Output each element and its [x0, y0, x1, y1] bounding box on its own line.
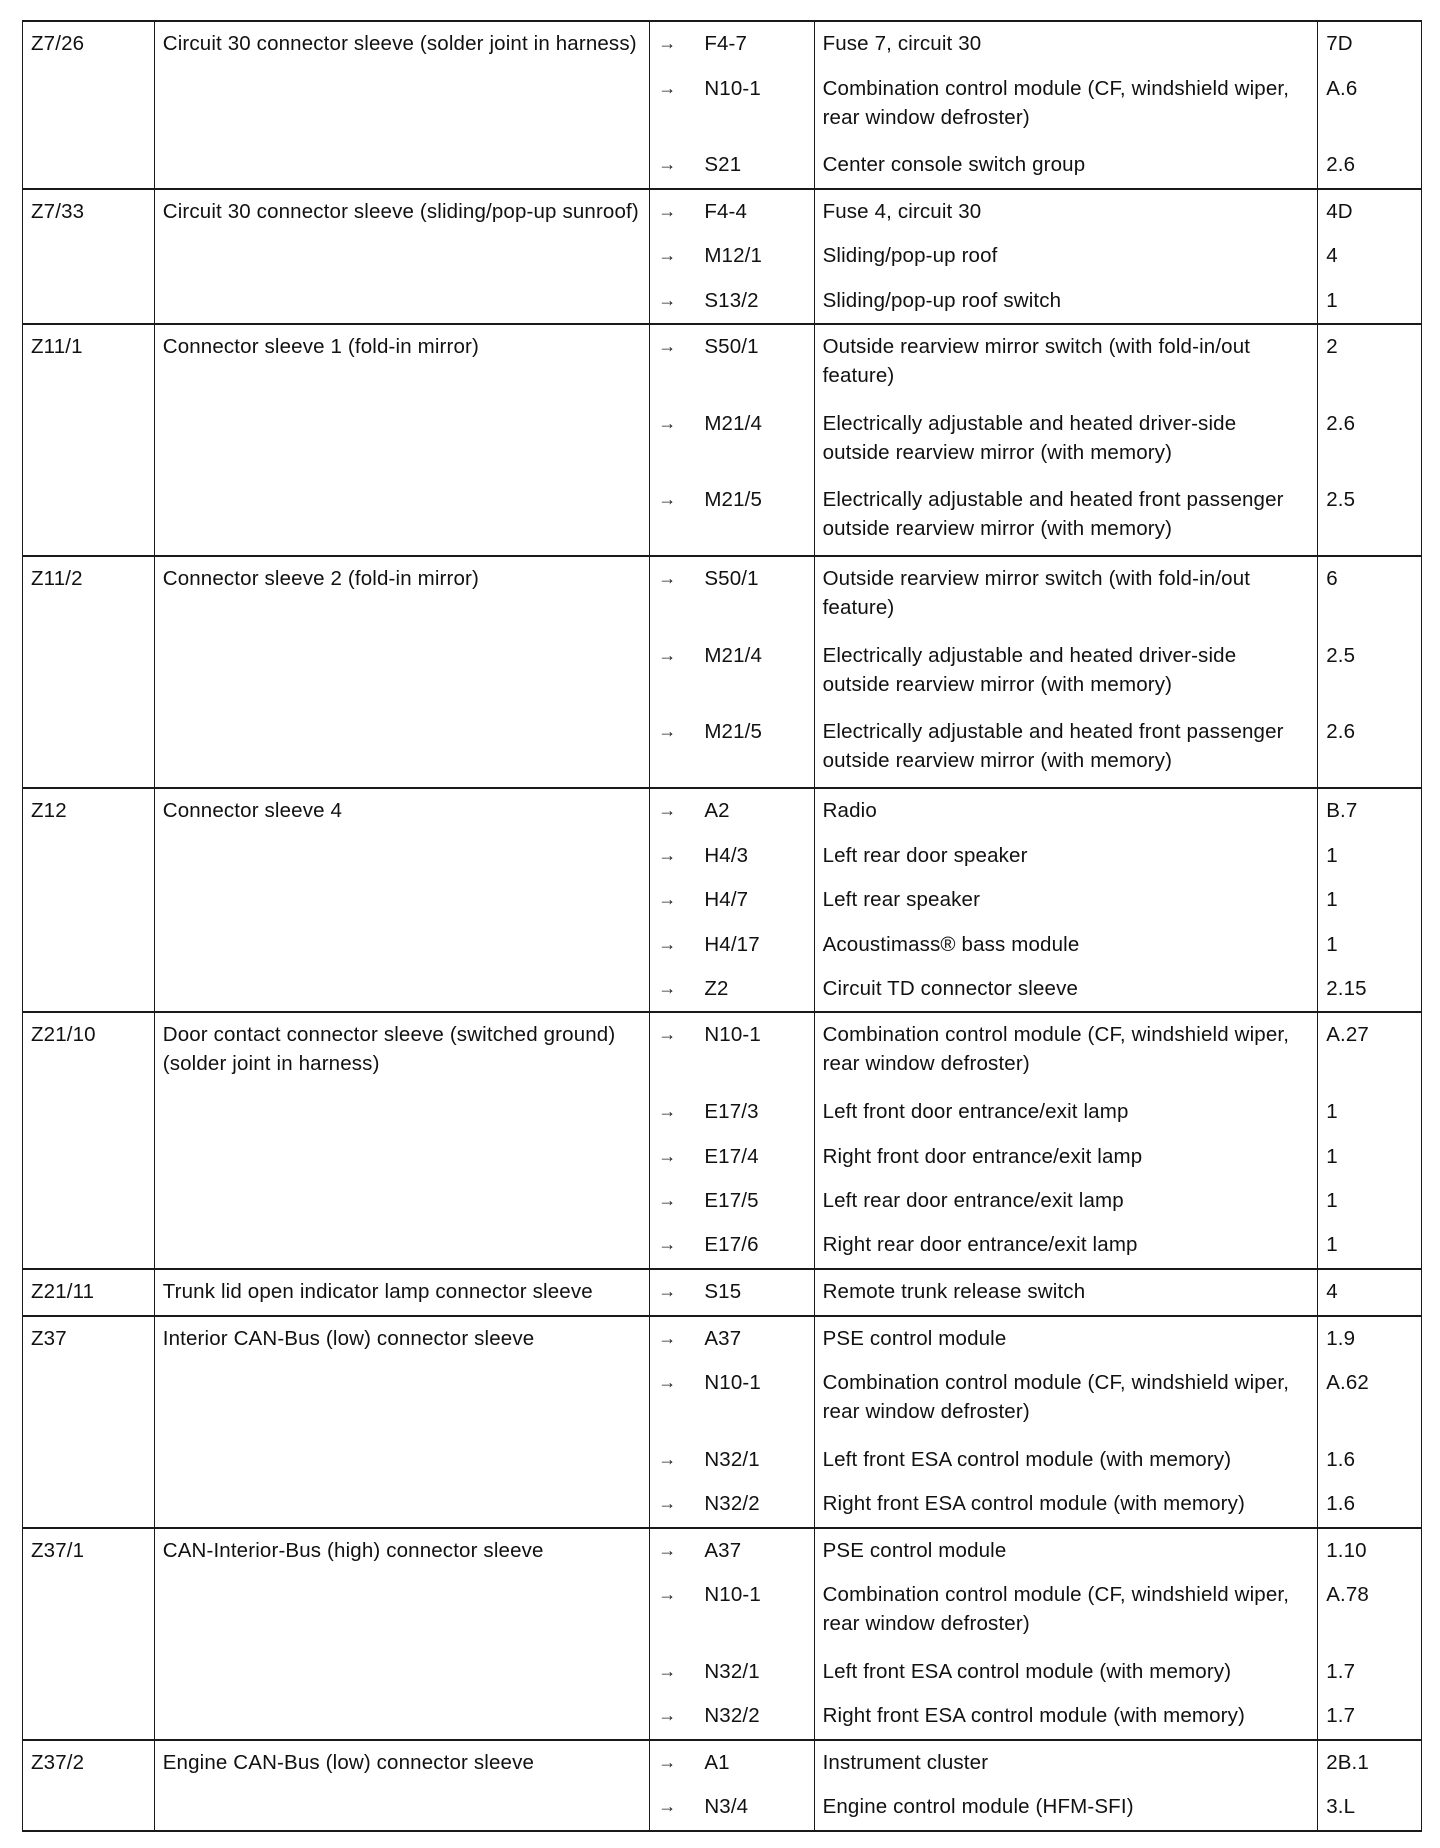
grid-location: 2.5	[1318, 478, 1422, 556]
arrow-icon: →	[650, 788, 697, 834]
arrow-icon: →	[650, 234, 697, 278]
arrow-icon: →	[650, 1528, 697, 1574]
connector-code-cell	[23, 1316, 155, 1528]
grid-location: A.62	[1318, 1361, 1422, 1438]
arrow-icon: →	[650, 1650, 697, 1694]
component-name: Right front ESA control module (with memory)	[814, 1482, 1318, 1528]
connector-code: Z37/1	[31, 1538, 85, 1562]
arrow-icon: →	[650, 402, 697, 479]
grid-location: 1	[1318, 1090, 1422, 1134]
table-row	[23, 1316, 1422, 1362]
arrow-icon: →	[650, 710, 697, 788]
connector-sleeve-table	[22, 20, 1422, 1832]
connector-description-cell	[154, 788, 649, 1012]
component-name: Left rear door entrance/exit lamp	[814, 1179, 1318, 1223]
arrow-icon: →	[650, 1316, 697, 1362]
arrow-icon: →	[650, 834, 697, 878]
arrow-icon: →	[650, 1740, 697, 1786]
connector-description-cell	[154, 1528, 649, 1740]
arrow-icon: →	[650, 1269, 697, 1316]
component-name: Left rear door speaker	[814, 834, 1318, 878]
arrow-icon: →	[650, 1012, 697, 1090]
component-name: Electrically adjustable and heated front passenger outside rearview mirror (with memory)	[814, 478, 1318, 556]
component-name: Left front door entrance/exit lamp	[814, 1090, 1318, 1134]
component-name: Fuse 7, circuit 30	[814, 21, 1318, 67]
connector-description: Circuit 30 connector sleeve (solder joint in harness)	[162, 32, 637, 55]
grid-location: A.78	[1318, 1573, 1422, 1650]
connector-description-cell	[154, 189, 649, 324]
grid-location: 2.6	[1318, 143, 1422, 189]
component-ref: E17/3	[696, 1090, 814, 1134]
connector-code: Z21/11	[31, 1279, 95, 1303]
component-ref: N10-1	[696, 67, 814, 144]
grid-location: 6	[1318, 556, 1422, 634]
grid-location: 3.L	[1318, 1785, 1422, 1831]
table-row	[23, 21, 1422, 67]
component-name: Electrically adjustable and heated driver-side outside rearview mirror (with memory)	[814, 402, 1318, 479]
component-name: Circuit TD connector sleeve	[814, 967, 1318, 1013]
connector-description: Door contact connector sleeve (switched ground) (solder joint in harness)	[162, 1023, 616, 1076]
connector-description: Engine CAN-Bus (low) connector sleeve	[162, 1750, 535, 1774]
component-name: Combination control module (CF, windshield wiper, rear window defroster)	[814, 1012, 1318, 1090]
arrow-icon: →	[650, 143, 697, 189]
connector-description: CAN-Interior-Bus (high) connector sleeve	[162, 1538, 544, 1562]
component-name: Left front ESA control module (with memory)	[814, 1438, 1318, 1482]
connector-description: Trunk lid open indicator lamp connector sleeve	[162, 1279, 593, 1303]
table-row	[23, 324, 1422, 402]
arrow-icon: →	[650, 324, 697, 402]
component-ref: A37	[696, 1316, 814, 1362]
connector-description: Interior CAN-Bus (low) connector sleeve	[162, 1326, 535, 1350]
connector-code-cell	[23, 324, 155, 556]
connector-code-cell	[23, 1740, 155, 1831]
grid-location: 4	[1318, 1269, 1422, 1316]
arrow-icon: →	[650, 67, 697, 144]
arrow-icon: →	[650, 634, 697, 711]
arrow-icon: →	[650, 1573, 697, 1650]
component-ref: S13/2	[696, 279, 814, 325]
grid-location: 1	[1318, 1179, 1422, 1223]
component-ref: A2	[696, 788, 814, 834]
grid-location: 1.6	[1318, 1482, 1422, 1528]
component-ref: M21/5	[696, 710, 814, 788]
arrow-icon: →	[650, 1482, 697, 1528]
component-ref: A37	[696, 1528, 814, 1574]
grid-location: 1	[1318, 923, 1422, 967]
connector-code-cell	[23, 21, 155, 189]
component-name: Electrically adjustable and heated driver-side outside rearview mirror (with memory)	[814, 634, 1318, 711]
connector-description-cell	[154, 21, 649, 189]
component-ref: M21/4	[696, 634, 814, 711]
arrow-icon: →	[650, 21, 697, 67]
component-name: Instrument cluster	[814, 1740, 1318, 1786]
table-row	[23, 1528, 1422, 1574]
connector-code: Z12	[31, 799, 67, 823]
component-ref: N10-1	[696, 1361, 814, 1438]
arrow-icon: →	[650, 967, 697, 1013]
component-name: Electrically adjustable and heated front passenger outside rearview mirror (with memory)	[814, 710, 1318, 788]
table-body	[23, 21, 1422, 1831]
arrow-icon: →	[650, 923, 697, 967]
arrow-icon: →	[650, 1694, 697, 1740]
connector-description-cell	[154, 1316, 649, 1528]
connector-sleeve-table-container	[22, 20, 1422, 1832]
arrow-icon: →	[650, 1135, 697, 1179]
connector-description: Connector sleeve 2 (fold-in mirror)	[162, 567, 480, 591]
arrow-icon: →	[650, 189, 697, 235]
component-ref: N32/1	[696, 1438, 814, 1482]
grid-location: 1	[1318, 279, 1422, 325]
connector-code-cell	[23, 788, 155, 1012]
table-row	[23, 788, 1422, 834]
grid-location: 1.10	[1318, 1528, 1422, 1574]
connector-code-cell	[23, 189, 155, 324]
connector-description-cell	[154, 1012, 649, 1268]
component-name: Left front ESA control module (with memory)	[814, 1650, 1318, 1694]
component-ref: F4-7	[696, 21, 814, 67]
grid-location: 2.6	[1318, 402, 1422, 479]
component-name: Right front ESA control module (with memory)	[814, 1694, 1318, 1740]
component-name: Radio	[814, 788, 1318, 834]
connector-code: Z21/10	[31, 1023, 96, 1047]
grid-location: 4	[1318, 234, 1422, 278]
component-ref: H4/7	[696, 878, 814, 922]
component-ref: H4/3	[696, 834, 814, 878]
connector-code-cell	[23, 1012, 155, 1268]
connector-code: Z37/2	[31, 1750, 85, 1774]
table-row	[23, 1012, 1422, 1090]
component-name: Combination control module (CF, windshield wiper, rear window defroster)	[814, 67, 1318, 144]
component-ref: E17/6	[696, 1223, 814, 1269]
component-name: Combination control module (CF, windshield wiper, rear window defroster)	[814, 1573, 1318, 1650]
grid-location: 2B.1	[1318, 1740, 1422, 1786]
component-ref: S50/1	[696, 324, 814, 402]
component-ref: M21/4	[696, 402, 814, 479]
table-row	[23, 189, 1422, 235]
arrow-icon: →	[650, 1090, 697, 1134]
arrow-icon: →	[650, 556, 697, 634]
component-name: Acoustimass® bass module	[814, 923, 1318, 967]
grid-location: 1	[1318, 1135, 1422, 1179]
grid-location: 1	[1318, 1223, 1422, 1269]
component-name: PSE control module	[814, 1528, 1318, 1574]
arrow-icon: →	[650, 878, 697, 922]
grid-location: 1	[1318, 878, 1422, 922]
component-name: Center console switch group	[814, 143, 1318, 189]
table-row	[23, 1740, 1422, 1786]
component-name: PSE control module	[814, 1316, 1318, 1362]
component-ref: N10-1	[696, 1573, 814, 1650]
component-name: Outside rearview mirror switch (with fold-in/out feature)	[814, 324, 1318, 402]
grid-location: 4D	[1318, 189, 1422, 235]
arrow-icon: →	[650, 1223, 697, 1269]
component-ref: S50/1	[696, 556, 814, 634]
connector-code: Z11/2	[31, 567, 83, 591]
grid-location: 7D	[1318, 21, 1422, 67]
connector-code-cell	[23, 1269, 155, 1316]
component-name: Right rear door entrance/exit lamp	[814, 1223, 1318, 1269]
component-ref: F4-4	[696, 189, 814, 235]
component-ref: S15	[696, 1269, 814, 1316]
connector-description: Circuit 30 connector sleeve (sliding/pop-up sunroof)	[162, 199, 639, 223]
grid-location: 1	[1318, 834, 1422, 878]
connector-code: Z11/1	[31, 335, 83, 359]
grid-location: 1.7	[1318, 1650, 1422, 1694]
grid-location: 2.15	[1318, 967, 1422, 1013]
connector-description-cell	[154, 324, 649, 556]
component-ref: E17/4	[696, 1135, 814, 1179]
component-ref: N32/1	[696, 1650, 814, 1694]
component-ref: A1	[696, 1740, 814, 1786]
arrow-icon: →	[650, 1785, 697, 1831]
grid-location: A.27	[1318, 1012, 1422, 1090]
grid-location: 1.9	[1318, 1316, 1422, 1362]
grid-location: A.6	[1318, 67, 1422, 144]
component-name: Outside rearview mirror switch (with fold-in/out feature)	[814, 556, 1318, 634]
component-ref: H4/17	[696, 923, 814, 967]
component-ref: N10-1	[696, 1012, 814, 1090]
component-ref: M21/5	[696, 478, 814, 556]
connector-code: Z7/26	[31, 32, 85, 55]
grid-location: 1.6	[1318, 1438, 1422, 1482]
component-ref: N32/2	[696, 1694, 814, 1740]
connector-code: Z7/33	[31, 199, 85, 223]
grid-location: B.7	[1318, 788, 1422, 834]
connector-description-cell	[154, 1269, 649, 1316]
component-ref: N3/4	[696, 1785, 814, 1831]
grid-location: 2	[1318, 324, 1422, 402]
arrow-icon: →	[650, 1361, 697, 1438]
grid-location: 2.5	[1318, 634, 1422, 711]
connector-description: Connector sleeve 1 (fold-in mirror)	[162, 335, 480, 359]
component-name: Engine control module (HFM-SFI)	[814, 1785, 1318, 1831]
arrow-icon: →	[650, 279, 697, 325]
component-ref: Z2	[696, 967, 814, 1013]
connector-description-cell	[154, 1740, 649, 1831]
grid-location: 2.6	[1318, 710, 1422, 788]
connector-code-cell	[23, 1528, 155, 1740]
component-ref: S21	[696, 143, 814, 189]
component-name: Right front door entrance/exit lamp	[814, 1135, 1318, 1179]
grid-location: 1.7	[1318, 1694, 1422, 1740]
connector-code-cell	[23, 556, 155, 788]
table-row	[23, 556, 1422, 634]
component-name: Remote trunk release switch	[814, 1269, 1318, 1316]
component-ref: N32/2	[696, 1482, 814, 1528]
component-name: Left rear speaker	[814, 878, 1318, 922]
connector-description: Connector sleeve 4	[162, 799, 343, 823]
arrow-icon: →	[650, 478, 697, 556]
arrow-icon: →	[650, 1179, 697, 1223]
component-ref: M12/1	[696, 234, 814, 278]
arrow-icon: →	[650, 1438, 697, 1482]
component-name: Sliding/pop-up roof	[814, 234, 1318, 278]
component-ref: E17/5	[696, 1179, 814, 1223]
component-name: Fuse 4, circuit 30	[814, 189, 1318, 235]
table-row	[23, 1269, 1422, 1316]
component-name: Combination control module (CF, windshield wiper, rear window defroster)	[814, 1361, 1318, 1438]
connector-description-cell	[154, 556, 649, 788]
connector-code: Z37	[31, 1326, 67, 1350]
component-name: Sliding/pop-up roof switch	[814, 279, 1318, 325]
